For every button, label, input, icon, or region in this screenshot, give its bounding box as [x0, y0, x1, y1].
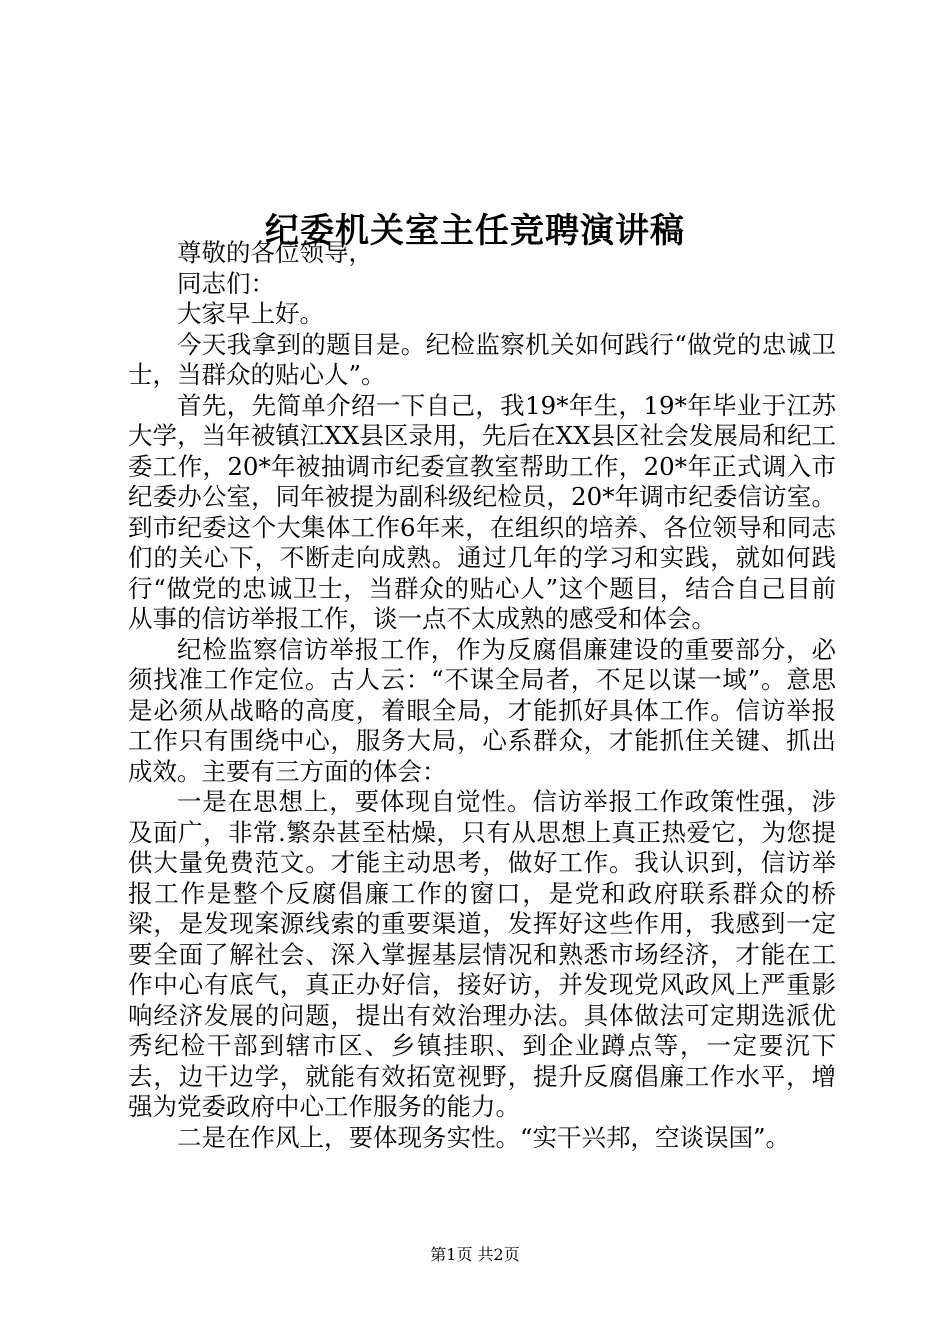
greeting: 大家早上好。: [177, 299, 324, 328]
salutation-comrades: 同志们：: [177, 268, 275, 298]
document-body: [128, 238, 836, 1153]
page-number-footer: 第1页 共2页: [430, 1245, 520, 1264]
paragraph-topic: 今天我拿到的题目是。纪检监察机关如何践行“做党的忠诚卫士，当群众的贴心人”。: [128, 329, 836, 389]
salutation-leaders: 尊敬的各位领导，: [177, 238, 373, 267]
paragraph-point-one: 一是在思想上，要体现自觉性。信访举报工作政策性强，涉及面广，非常.繁杂甚至枯燥，只有从思想上真正热爱它，为您提供大量免费范文。才能主动思考，做好工作。我认识到，信访举报工作是整个反腐倡廉工作的窗口，是党和政府联系群众的桥梁，是发现案源线索的重要渠道，发挥好这些作用，我感到一定要全面了解社会、深入掌握基层情况和熟悉市场经济，才能在工作中心有底气，真正办好信，接好访，并发现党风政风上严重影响经济发展的问题，提出有效治理办法。具体做法可定期选派优秀纪检干部到辖市区、乡镇挂职、到企业蹲点等，一定要沉下去，边干边学，就能有效拓宽视野，提升反腐倡廉工作水平，增强为党委政府中心工作服务的能力。: [128, 787, 836, 1121]
document-title: 纪委机关室主任竞聘演讲稿: [265, 210, 685, 251]
paragraph-self-introduction: 首先，先简单介绍一下自己，我19*年生，19*年毕业于江苏大学，当年被镇江XX县区录用，先后在XX县区社会发展局和纪工委工作，20*年被抽调市纪委宣教室帮助工作，20*年正式调入市纪委办公室，同年被提为副科级纪检员，20*年调市纪委信访室。到市纪委这个大集体工作6年来，在组织的培养、各位领导和同志们的关心下，不断走向成熟。通过几年的学习和实践，就如何践行“做党的忠诚卫士，当群众的贴心人”这个题目，结合自己目前从事的信访举报工作，谈一点不太成熟的感受和体会。: [128, 390, 836, 633]
paragraph-work-positioning: 纪检监察信访举报工作，作为反腐倡廉建设的重要部分，必须找准工作定位。古人云：“不谋全局者，不足以谋一域”。意思是必须从战略的高度，着眼全局，才能抓好具体工作。信访举报工作只有围绕中心，服务大局，心系群众，才能抓住关键、抓出成效。主要有三方面的体会：: [128, 634, 836, 786]
paragraph-point-two: 二是在作风上，要体现务实性。“实干兴邦，空谈误国”。: [177, 1122, 791, 1152]
